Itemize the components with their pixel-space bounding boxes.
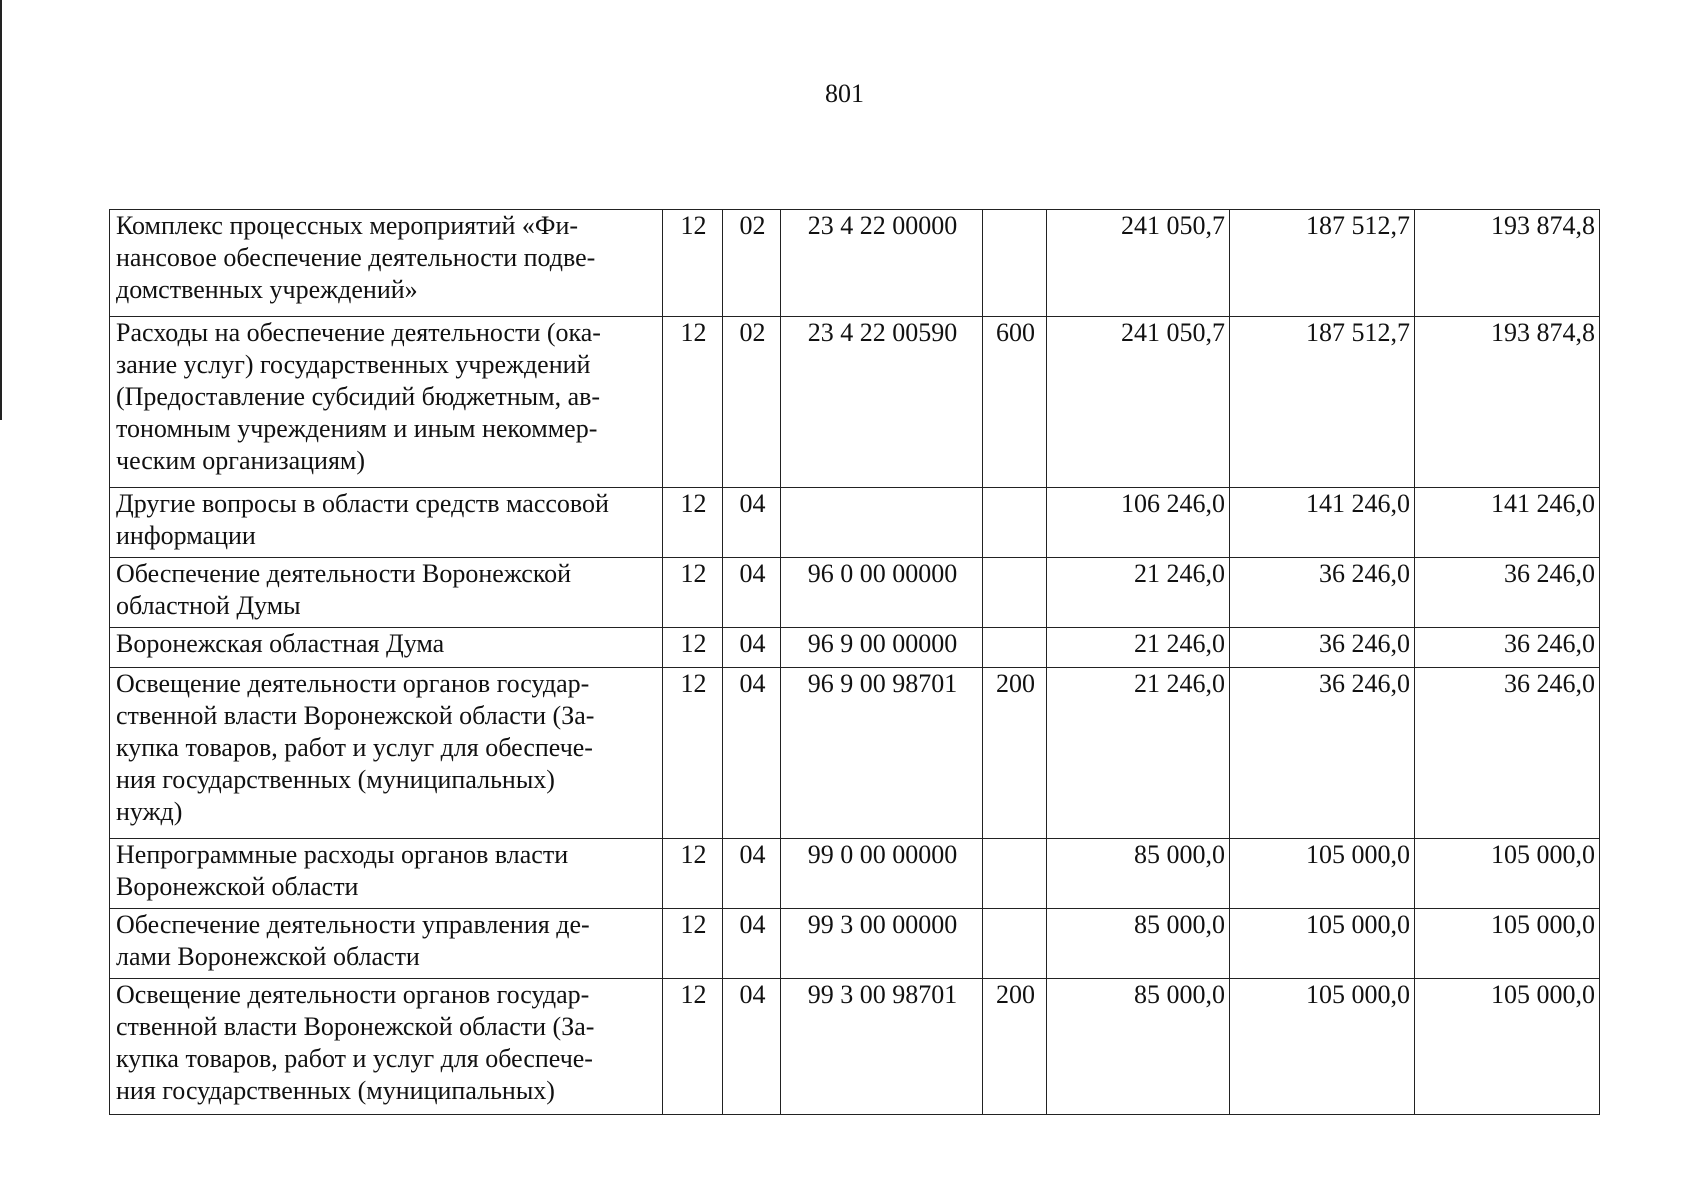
row-name-line: ственной власти Воронежской области (За- — [116, 1012, 595, 1041]
row-name-line: ческим организациям) — [116, 446, 366, 475]
row-name-line: (Предоставление субсидий бюджетным, ав- — [116, 382, 601, 411]
subsection-code-cell: 04 — [723, 979, 781, 1115]
row-name-line: Воронежская областная Дума — [116, 629, 445, 658]
row-name-line: нужд) — [116, 797, 183, 826]
row-name-line: ственной власти Воронежской области (За- — [116, 701, 595, 730]
target-article-cell: 99 0 00 00000 — [781, 839, 983, 909]
amount-year1-cell: 85 000,0 — [1047, 839, 1230, 909]
subsection-code-cell: 04 — [723, 909, 781, 979]
section-code-cell: 12 — [663, 839, 723, 909]
amount-year2-cell: 187 512,7 — [1230, 210, 1415, 317]
row-name-line: Освещение деятельности органов государ- — [116, 669, 590, 698]
expense-type-cell — [983, 909, 1047, 979]
amount-year2-cell: 36 246,0 — [1230, 558, 1415, 628]
subsection-code-cell: 04 — [723, 668, 781, 839]
expense-type-cell — [983, 558, 1047, 628]
subsection-code-cell: 02 — [723, 210, 781, 317]
scan-left-edge — [0, 0, 2, 420]
expense-type-cell — [983, 628, 1047, 668]
table-row — [110, 488, 1600, 558]
subsection-code-cell: 02 — [723, 317, 781, 488]
target-article-cell: 23 4 22 00590 — [781, 317, 983, 488]
target-article-cell: 96 0 00 00000 — [781, 558, 983, 628]
section-code-cell: 12 — [663, 668, 723, 839]
expense-type-cell — [983, 488, 1047, 558]
row-name-line: нансовое обеспечение деятельности подве- — [116, 243, 596, 272]
target-article-cell: 23 4 22 00000 — [781, 210, 983, 317]
row-name-line: областной Думы — [116, 591, 301, 620]
amount-year1-cell: 21 246,0 — [1047, 628, 1230, 668]
table-row — [110, 668, 1600, 839]
amount-year2-cell: 105 000,0 — [1230, 979, 1415, 1115]
row-name-line: ния государственных (муниципальных) — [116, 1076, 555, 1105]
table-body — [110, 210, 1600, 1115]
table-row — [110, 317, 1600, 488]
row-name-cell — [110, 979, 663, 1115]
section-code-cell: 12 — [663, 558, 723, 628]
amount-year1-cell: 21 246,0 — [1047, 668, 1230, 839]
row-name-cell — [110, 628, 663, 668]
row-name-cell — [110, 909, 663, 979]
row-name-cell — [110, 488, 663, 558]
amount-year3-cell: 36 246,0 — [1415, 668, 1600, 839]
page-number: 801 — [825, 79, 864, 108]
row-name-line: Обеспечение деятельности управления де- — [116, 910, 590, 939]
amount-year1-cell: 241 050,7 — [1047, 210, 1230, 317]
subsection-code-cell: 04 — [723, 488, 781, 558]
amount-year3-cell: 105 000,0 — [1415, 909, 1600, 979]
row-name-line: зание услуг) государственных учреждений — [116, 350, 591, 379]
section-code-cell: 12 — [663, 488, 723, 558]
amount-year2-cell: 36 246,0 — [1230, 628, 1415, 668]
amount-year2-cell: 141 246,0 — [1230, 488, 1415, 558]
row-name-cell — [110, 210, 663, 317]
amount-year3-cell: 105 000,0 — [1415, 979, 1600, 1115]
row-name-line: лами Воронежской области — [116, 942, 420, 971]
amount-year3-cell: 141 246,0 — [1415, 488, 1600, 558]
target-article-cell — [781, 488, 983, 558]
table-row — [110, 210, 1600, 317]
amount-year3-cell: 36 246,0 — [1415, 558, 1600, 628]
row-name-line: Расходы на обеспечение деятельности (ока- — [116, 318, 601, 347]
section-code-cell: 12 — [663, 979, 723, 1115]
row-name-line: купка товаров, работ и услуг для обеспече- — [116, 1044, 593, 1073]
table-row — [110, 979, 1600, 1115]
amount-year2-cell: 105 000,0 — [1230, 909, 1415, 979]
row-name-line: купка товаров, работ и услуг для обеспече- — [116, 733, 593, 762]
table-row — [110, 558, 1600, 628]
amount-year3-cell: 36 246,0 — [1415, 628, 1600, 668]
row-name-line: домственных учреждений» — [116, 275, 418, 304]
row-name-line: Комплекс процессных мероприятий «Фи- — [116, 211, 579, 240]
subsection-code-cell: 04 — [723, 839, 781, 909]
row-name-line: Освещение деятельности органов государ- — [116, 980, 590, 1009]
expense-type-cell — [983, 210, 1047, 317]
target-article-cell: 96 9 00 98701 — [781, 668, 983, 839]
expense-type-cell: 200 — [983, 668, 1047, 839]
table-row — [110, 909, 1600, 979]
subsection-code-cell: 04 — [723, 558, 781, 628]
target-article-cell: 99 3 00 00000 — [781, 909, 983, 979]
table-row — [110, 839, 1600, 909]
amount-year3-cell: 193 874,8 — [1415, 317, 1600, 488]
expense-type-cell: 600 — [983, 317, 1047, 488]
row-name-line: информации — [116, 521, 256, 550]
table-row — [110, 628, 1600, 668]
amount-year1-cell: 85 000,0 — [1047, 909, 1230, 979]
section-code-cell: 12 — [663, 909, 723, 979]
expense-type-cell — [983, 839, 1047, 909]
amount-year1-cell: 106 246,0 — [1047, 488, 1230, 558]
row-name-line: Воронежской области — [116, 872, 359, 901]
target-article-cell: 96 9 00 00000 — [781, 628, 983, 668]
row-name-cell — [110, 839, 663, 909]
row-name-cell — [110, 668, 663, 839]
row-name-line: Обеспечение деятельности Воронежской — [116, 559, 572, 588]
row-name-cell — [110, 317, 663, 488]
amount-year3-cell: 193 874,8 — [1415, 210, 1600, 317]
section-code-cell: 12 — [663, 210, 723, 317]
row-name-line: ния государственных (муниципальных) — [116, 765, 555, 794]
row-name-cell — [110, 558, 663, 628]
target-article-cell: 99 3 00 98701 — [781, 979, 983, 1115]
section-code-cell: 12 — [663, 317, 723, 488]
expense-type-cell: 200 — [983, 979, 1047, 1115]
budget-table — [109, 209, 1600, 1115]
amount-year2-cell: 36 246,0 — [1230, 668, 1415, 839]
amount-year3-cell: 105 000,0 — [1415, 839, 1600, 909]
amount-year2-cell: 187 512,7 — [1230, 317, 1415, 488]
subsection-code-cell: 04 — [723, 628, 781, 668]
amount-year1-cell: 21 246,0 — [1047, 558, 1230, 628]
row-name-line: Непрограммные расходы органов власти — [116, 840, 569, 869]
amount-year1-cell: 241 050,7 — [1047, 317, 1230, 488]
amount-year2-cell: 105 000,0 — [1230, 839, 1415, 909]
row-name-line: Другие вопросы в области средств массовой — [116, 489, 609, 518]
section-code-cell: 12 — [663, 628, 723, 668]
amount-year1-cell: 85 000,0 — [1047, 979, 1230, 1115]
row-name-line: тономным учреждениям и иным некоммер- — [116, 414, 598, 443]
